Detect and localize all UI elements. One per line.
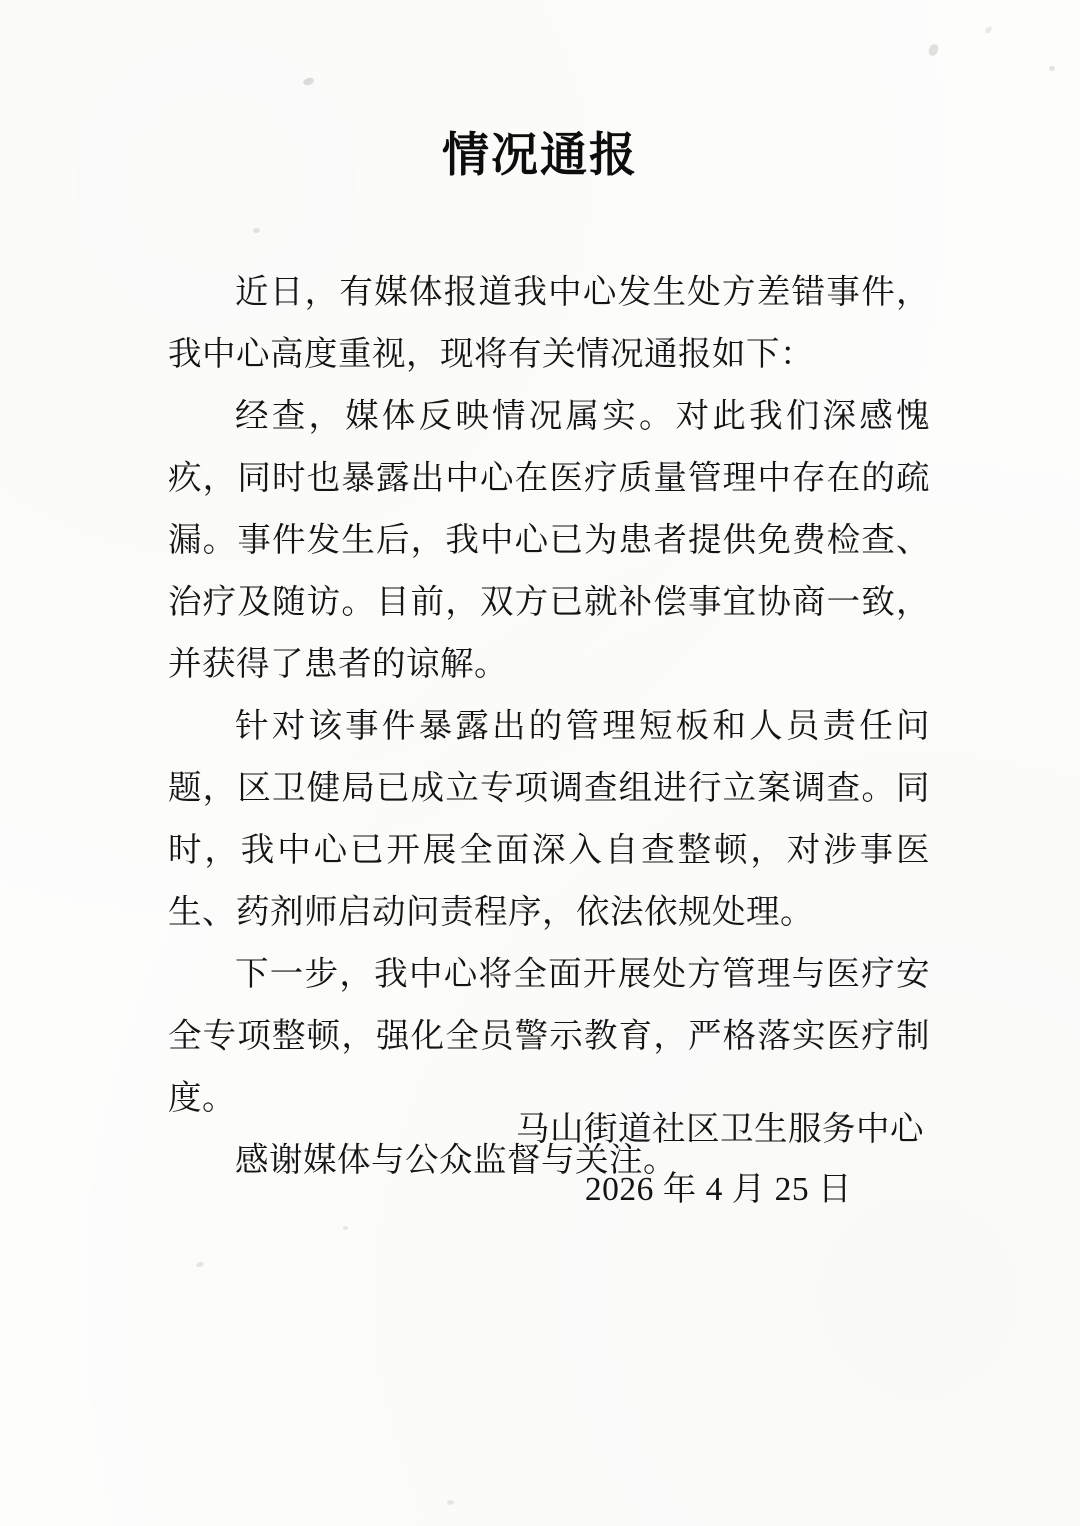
paragraph: 感谢媒体与公众监督与关注。	[235, 1142, 677, 1179]
signature-block	[168, 1100, 930, 1220]
paragraph: 经查，媒体反映情况属实。对此我们深感愧疚，同时也暴露出中心在医疗质量管理中存在的疏漏。事件发生后，我中心已为患者提供免费检查、治疗及随访。目前，双方已就补偿事宜协商一致，并获得了患者的谅解。	[168, 398, 930, 683]
document-body	[168, 262, 930, 1192]
signature-date: 2026 年 4 月 25 日	[584, 1171, 852, 1208]
document-title: 情况通报	[442, 128, 638, 181]
paragraph: 针对该事件暴露出的管理短板和人员责任问题，区卫健局已成立专项调查组进行立案调查。同时，我中心已开展全面深入自查整顿，对涉事医生、药剂师启动问责程序，依法依规处理。	[168, 708, 930, 931]
paragraph: 近日，有媒体报道我中心发生处方差错事件，我中心高度重视，现将有关情况通报如下：	[168, 274, 930, 373]
signature-organization: 马山街道社区卫生服务中心	[516, 1111, 924, 1148]
paragraph: 下一步，我中心将全面开展处方管理与医疗安全专项整顿，强化全员警示教育，严格落实医疗制度。	[168, 956, 930, 1117]
